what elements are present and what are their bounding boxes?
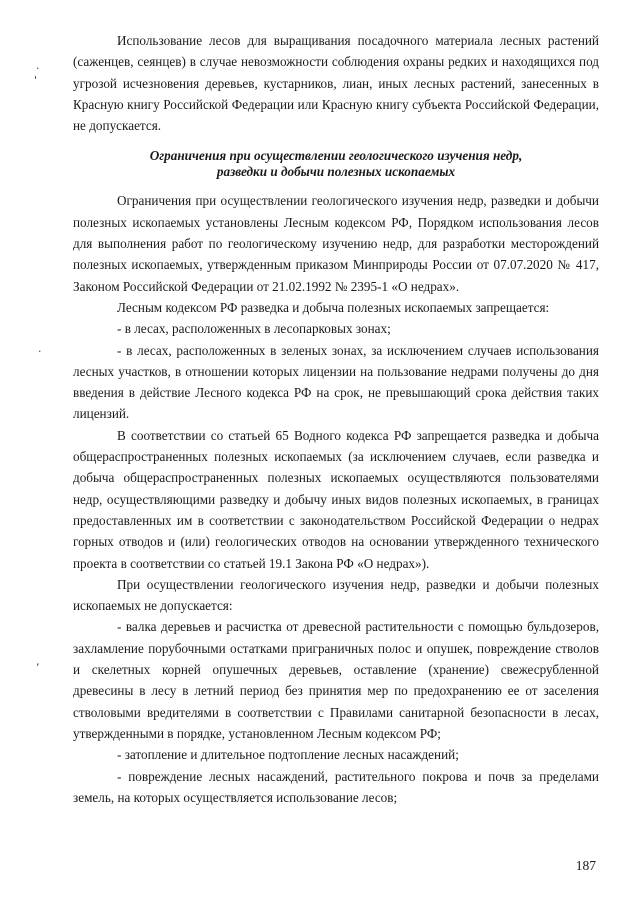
paragraph-water-code: В соответствии со статьей 65 Водного кодекса РФ запрещается разведка и добыча общераспространенных полезных ископаемых (за исключением случаев, если разведка и добыча общераспространенных полезных ископаемых осуществляются пользователями недр, осуществляющими разведку и добычу иных видов полезных ископаемых, в границах предоставленных им в соответствии с законодательством Российской Федерации о недрах горных отводов и (или) геологических отводов на основании утвержденного технического проекта в соответствии со статьей 19.1 Закона РФ «О недрах»). xyxy=(73,427,599,571)
paragraph-restrictions-basis: Ограничения при осуществлении геологического изучения недр, разведки и добычи полезных ископаемых установлены Лесным кодексом РФ, Порядком использования лесов для выполнения работ по геологическому изучению недр, для разработки месторождений полезных ископаемых, утвержденным приказом Минприроды России от 07.07.2020 № 417, Законом Российской Федерации от 21.02.1992 № 2395-1 «О недрах». xyxy=(73,193,599,294)
paragraph-not-allowed-intro: При осуществлении геологического изучения недр, разведки и добычи полезных ископаемых не допускается: xyxy=(73,576,599,614)
page-number: 187 xyxy=(575,858,596,873)
margin-mark: ' xyxy=(34,74,38,87)
document-page xyxy=(73,30,599,808)
section-heading-line-2: разведки и добычи полезных ископаемых xyxy=(216,164,456,180)
section-heading-line-1: Ограничения при осуществлении геологического изучения недр, xyxy=(149,148,523,164)
list-item-tree-felling: - валка деревьев и расчистка от древесной растительности с помощью бульдозеров, захламление порубочными остатками приграничных полос и опушек, повреждение стволов и скелетных корней опушечных деревьев, оставление (хранение) свежесрубленной древесины в лесу в летний период без принятия мер по предохранению ее от заселения стволовыми вредителями в соответствии с Правилами санитарной безопасности в лесах, утвержденными в порядке, установленном Лесным кодексом РФ; xyxy=(73,619,599,741)
list-item-damage: - повреждение лесных насаждений, растительного покрова и почв за пределами земель, на которых осуществляется использование лесов; xyxy=(73,768,599,805)
paragraph-forest-seedlings: Использование лесов для выращивания посадочного материала лесных растений (саженцев, сеянцев) в случае невозможности соблюдения охраны редких и находящихся под угрозой исчезновения деревьев, кустарников, лиан, иных лесных растений, занесенных в Красную книгу Российской Федерации или Красную книгу субъекта Российской Федерации, не допускается. xyxy=(73,33,599,134)
paragraph-prohibited-intro: Лесным кодексом РФ разведка и добыча полезных ископаемых запрещается: xyxy=(117,299,550,315)
list-item-green-zones: - в лесах, расположенных в зеленых зонах, за исключением случаев использования лесных участков, в отношении которых лицензии на пользование недрами получены до дня введения в действие Лесного кодекса РФ на срок, не превышающий срока действия таких лицензий. xyxy=(73,342,599,422)
margin-mark: , xyxy=(36,655,40,668)
margin-mark: · xyxy=(36,62,40,75)
list-item-flooding: - затопление и длительное подтопление лесных насаждений; xyxy=(117,747,459,763)
list-item-forest-park-zones: - в лесах, расположенных в лесопарковых зонах; xyxy=(117,321,391,337)
margin-mark: · xyxy=(38,345,42,358)
section-heading xyxy=(73,148,599,180)
